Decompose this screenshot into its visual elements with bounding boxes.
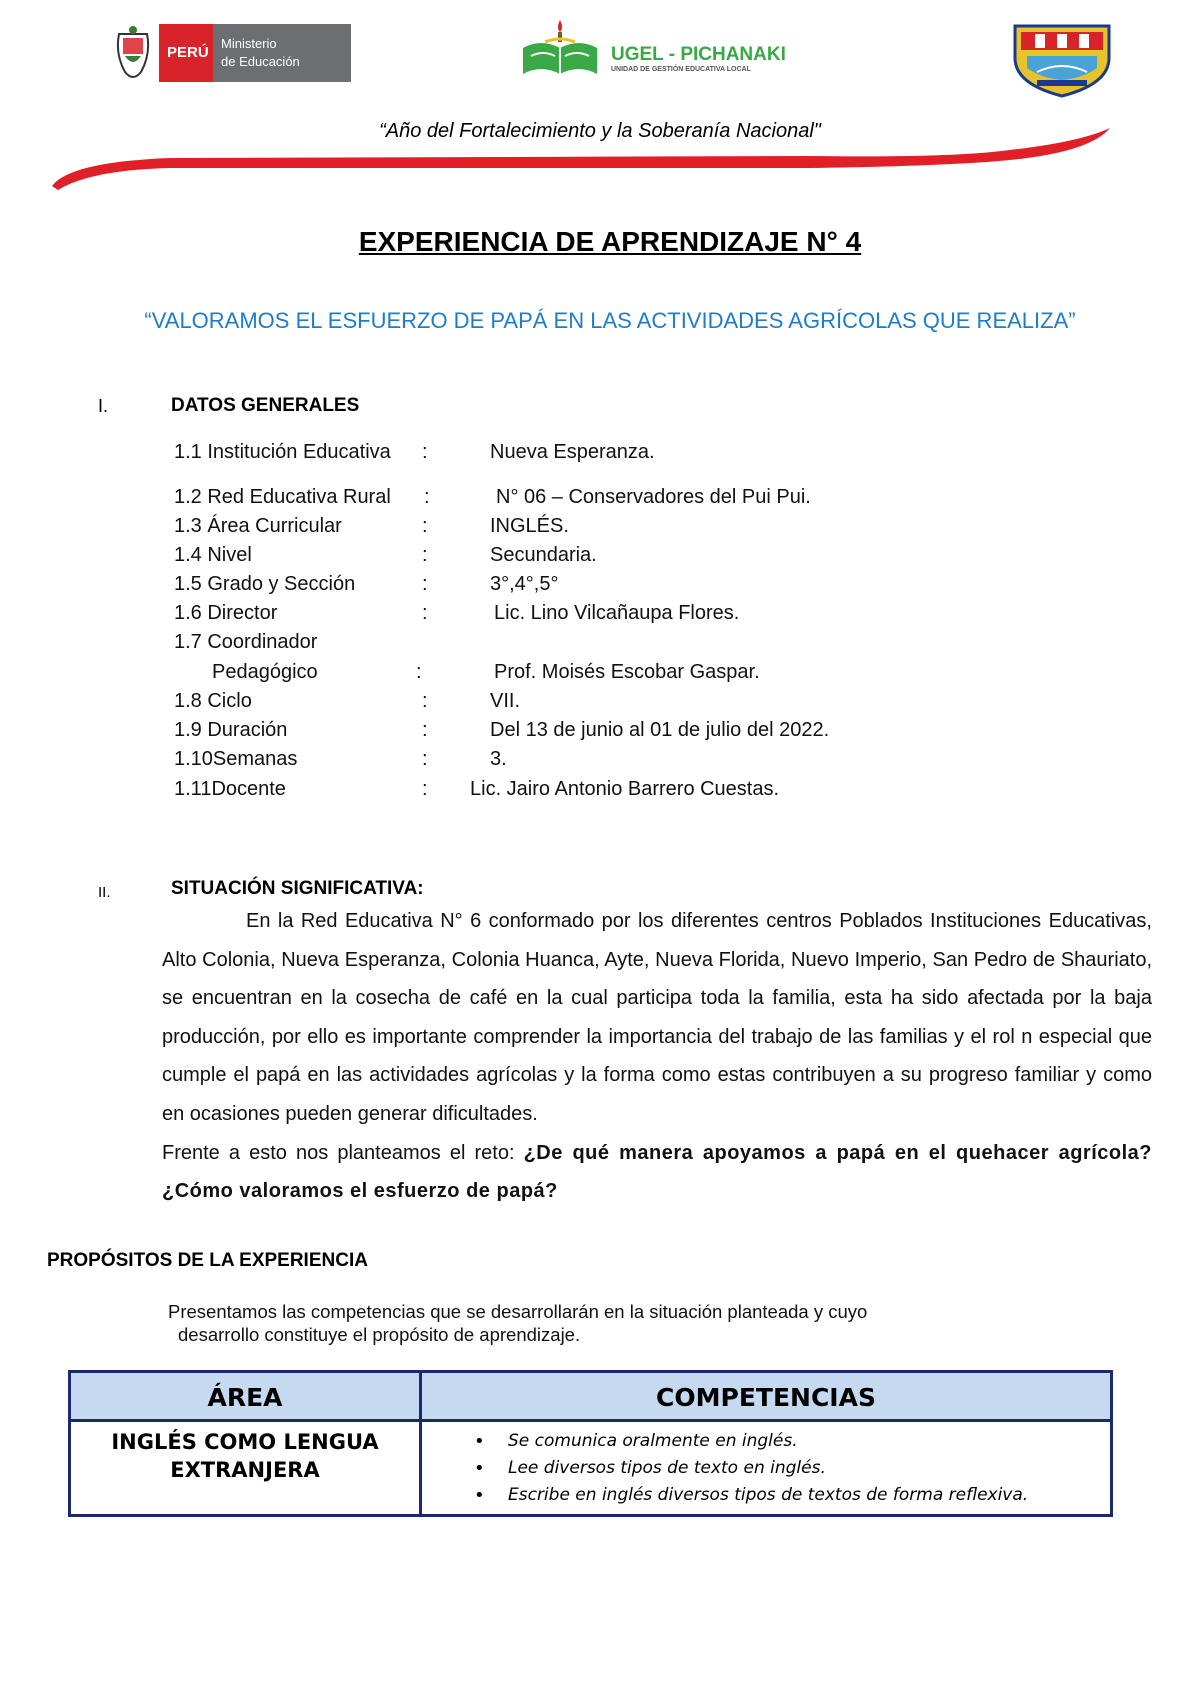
datos-value: N° 06 – Conservadores del Pui Pui. [496,486,811,508]
datos-value: Prof. Moisés Escobar Gaspar. [494,661,760,683]
competencia-item: • Escribe en inglés diversos tipos de textos de forma reflexiva. [474,1482,1110,1509]
datos-value: VII. [490,690,521,712]
competencia-item: • Lee diversos tipos de texto en inglés. [474,1455,1110,1482]
school-crest [1013,22,1111,98]
datos-colon: : [422,690,428,712]
section-title-datos-generales: DATOS GENERALES [171,395,360,416]
datos-label: 1.10Semanas [174,748,298,770]
section-number-2: II. [98,884,111,901]
table-cell-competencias [422,1422,1110,1514]
datos-colon: : [422,719,428,741]
datos-label: 1.11Docente [174,778,286,800]
datos-value: 3. [490,748,507,770]
datos-colon: : [422,602,428,624]
motto: “Año del Fortalecimiento y la Soberanía Nacional" [379,120,821,142]
datos-value: Nueva Esperanza. [490,441,655,463]
datos-label: 1.4 Nivel [174,544,252,566]
situacion-text [162,902,1152,1211]
book-torch-icon [515,18,605,80]
ministry-label-line2: de Educación [221,54,300,69]
datos-colon: : [422,441,428,463]
datos-colon: : [416,661,422,683]
datos-value: INGLÉS. [490,515,569,537]
table-cell-area [71,1422,422,1514]
propositos-intro-line1: Presentamos las competencias que se desarrollarán en la situación planteada y cuyo [168,1301,868,1322]
datos-label: Pedagógico [212,661,318,683]
datos-colon: : [422,748,428,770]
reto-paragraph [162,1134,1152,1211]
datos-label: 1.9 Duración [174,719,288,741]
document-subtitle: “VALORAMOS EL ESFUERZO DE PAPÁ EN LAS ACTIVIDADES AGRÍCOLAS QUE REALIZA” [144,308,1076,333]
datos-colon: : [422,544,428,566]
competencia-item: • Se comunica oralmente en inglés. [474,1428,1110,1455]
datos-value: Lic. Lino Vilcañaupa Flores. [494,602,740,624]
datos-value: 3°,4°,5° [490,573,559,595]
ugel-subtitle: UNIDAD DE GESTIÓN EDUCATIVA LOCAL [611,66,751,73]
propositos-intro [168,1300,1008,1346]
area-line1: INGLÉS COMO LENGUA [111,1430,379,1454]
peru-label: PERÚ [167,44,209,61]
datos-colon: : [422,515,428,537]
datos-label: 1.2 Red Educativa Rural [174,486,391,508]
ministry-label-line1: Ministerio [221,36,277,51]
section-title-situacion: SITUACIÓN SIGNIFICATIVA: [171,878,424,899]
section-number-1: I. [98,396,109,416]
ugel-logo [515,18,795,80]
datos-value: Del 13 de junio al 01 de julio del 2022. [490,719,830,741]
datos-colon: : [424,486,430,508]
datos-label: 1.6 Director [174,602,278,624]
propositos-heading: PROPÓSITOS DE LA EXPERIENCIA [47,1250,368,1271]
reto-intro: Frente a esto nos planteamos el reto: [162,1141,515,1164]
table-header-area: ÁREA [71,1373,422,1422]
datos-label: 1.8 Ciclo [174,690,252,712]
school-shield-icon [1013,22,1111,98]
minedu-logo [115,24,377,88]
propositos-intro-line2: desarrollo constituye el propósito de aprendizaje. [178,1324,581,1345]
document-title: EXPERIENCIA DE APRENDIZAJE N° 4 [358,226,862,257]
datos-colon: : [422,778,428,800]
datos-value: Lic. Jairo Antonio Barrero Cuestas. [470,778,780,800]
decorative-swoosh [50,128,1110,208]
area-line2: EXTRANJERA [170,1458,320,1482]
datos-colon: : [422,573,428,595]
datos-value: Secundaria. [490,544,597,566]
ugel-name: UGEL - PICHANAKI [611,44,786,65]
competencias-list [422,1422,1110,1509]
datos-label: 1.1 Institución Educativa [174,441,391,463]
datos-label: 1.3 Área Curricular [174,515,342,537]
situacion-paragraph: En la Red Educativa N° 6 conformado por los diferentes centros Poblados Instituciones Educativas, Alto Colonia, Nueva Esperanza, Colonia Huanca, Ayte, Nueva Florida, Nuevo Imperio, San Pedro de Shauriato, se encuentran en la cosecha de café en la cual participa toda la familia, esta ha sido afectada por la baja producción, por ello es importante comprender la importancia del trabajo de las familias y el rol n especial que cumple el papá en las actividades agrícolas y la forma como estas contribuyen a su progreso familiar y como en ocasiones pueden generar dificultades. [162,910,1152,1125]
datos-label: 1.7 Coordinador [174,631,318,653]
datos-label: 1.5 Grado y Sección [174,573,356,595]
reto-questions: ¿De qué manera apoyamos a papá en el quehacer agrícola? ¿Cómo valoramos el esfuerzo de papá? [162,1141,1152,1203]
table-header-competencias: COMPETENCIAS [422,1373,1110,1422]
competencias-table [68,1370,1113,1517]
